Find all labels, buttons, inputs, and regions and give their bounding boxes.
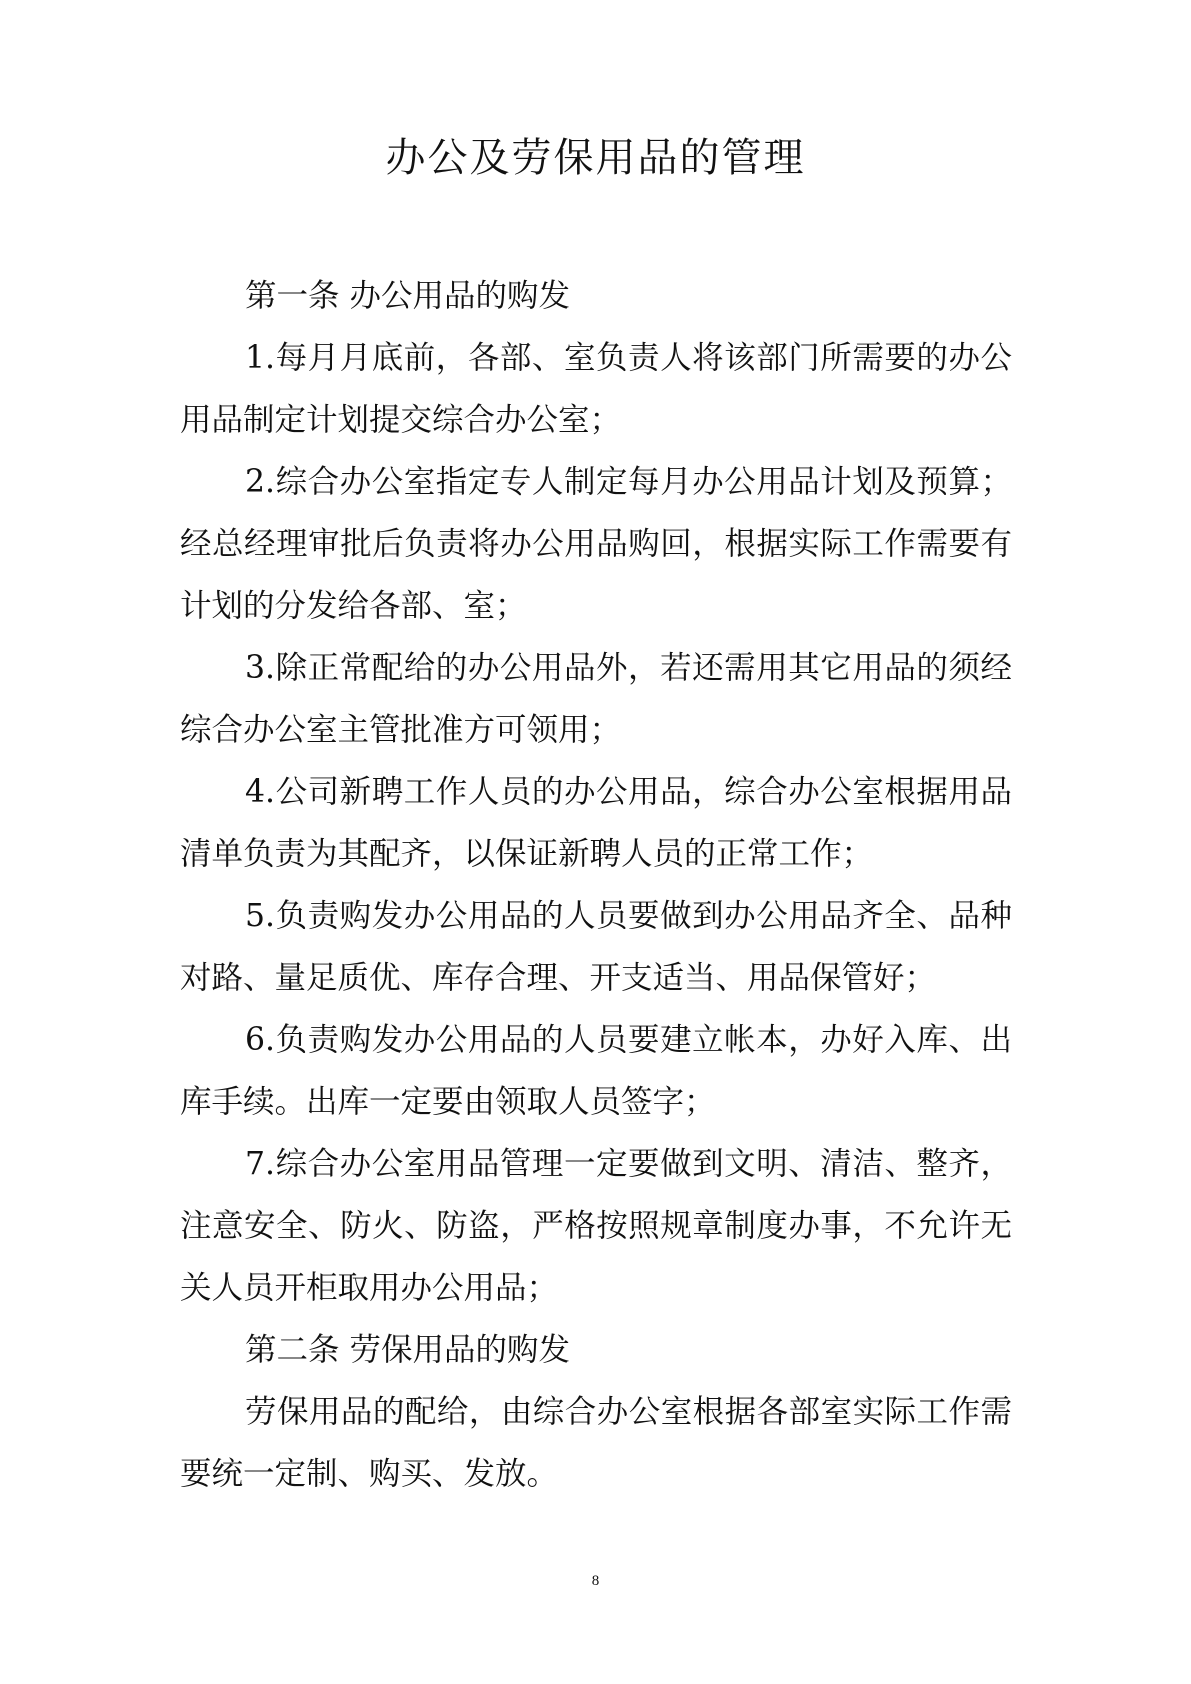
paragraph-item-1: 1.每月月底前，各部、室负责人将该部门所需要的办公用品制定计划提交综合办公室；: [180, 340, 1012, 438]
paragraph-item-2: 2.综合办公室指定专人制定每月办公用品计划及预算；经总经理审批后负责将办公用品购回，根据实际工作需要有计划的分发给各部、室；: [180, 464, 1012, 624]
paragraph-labor-supplies: 劳保用品的配给，由综合办公室根据各部室实际工作需要统一定制、购买、发放。: [180, 1394, 1012, 1492]
paragraph-item-7: 7.综合办公室用品管理一定要做到文明、清洁、整齐，注意安全、防火、防盗，严格按照规章制度办事，不允许无关人员开柜取用办公用品；: [180, 1146, 1012, 1306]
section-heading-2: 第二条 劳保用品的购发: [245, 1332, 571, 1368]
paragraph-item-6: 6.负责购发办公用品的人员要建立帐本，办好入库、出库手续。出库一定要由领取人员签字；: [180, 1022, 1012, 1120]
paragraph-item-4: 4.公司新聘工作人员的办公用品，综合办公室根据用品清单负责为其配齐，以保证新聘人员的正常工作；: [180, 774, 1012, 872]
document-body: [180, 265, 1012, 1505]
paragraph-item-5: 5.负责购发办公用品的人员要做到办公用品齐全、品种对路、量足质优、库存合理、开支适当、用品保管好；: [180, 898, 1012, 996]
section-heading-1: 第一条 办公用品的购发: [245, 278, 571, 314]
document-title: 办公及劳保用品的管理: [385, 135, 806, 181]
paragraph-item-3: 3.除正常配给的办公用品外，若还需用其它用品的须经综合办公室主管批准方可领用；: [180, 650, 1012, 748]
page-number: 8: [591, 1573, 600, 1589]
